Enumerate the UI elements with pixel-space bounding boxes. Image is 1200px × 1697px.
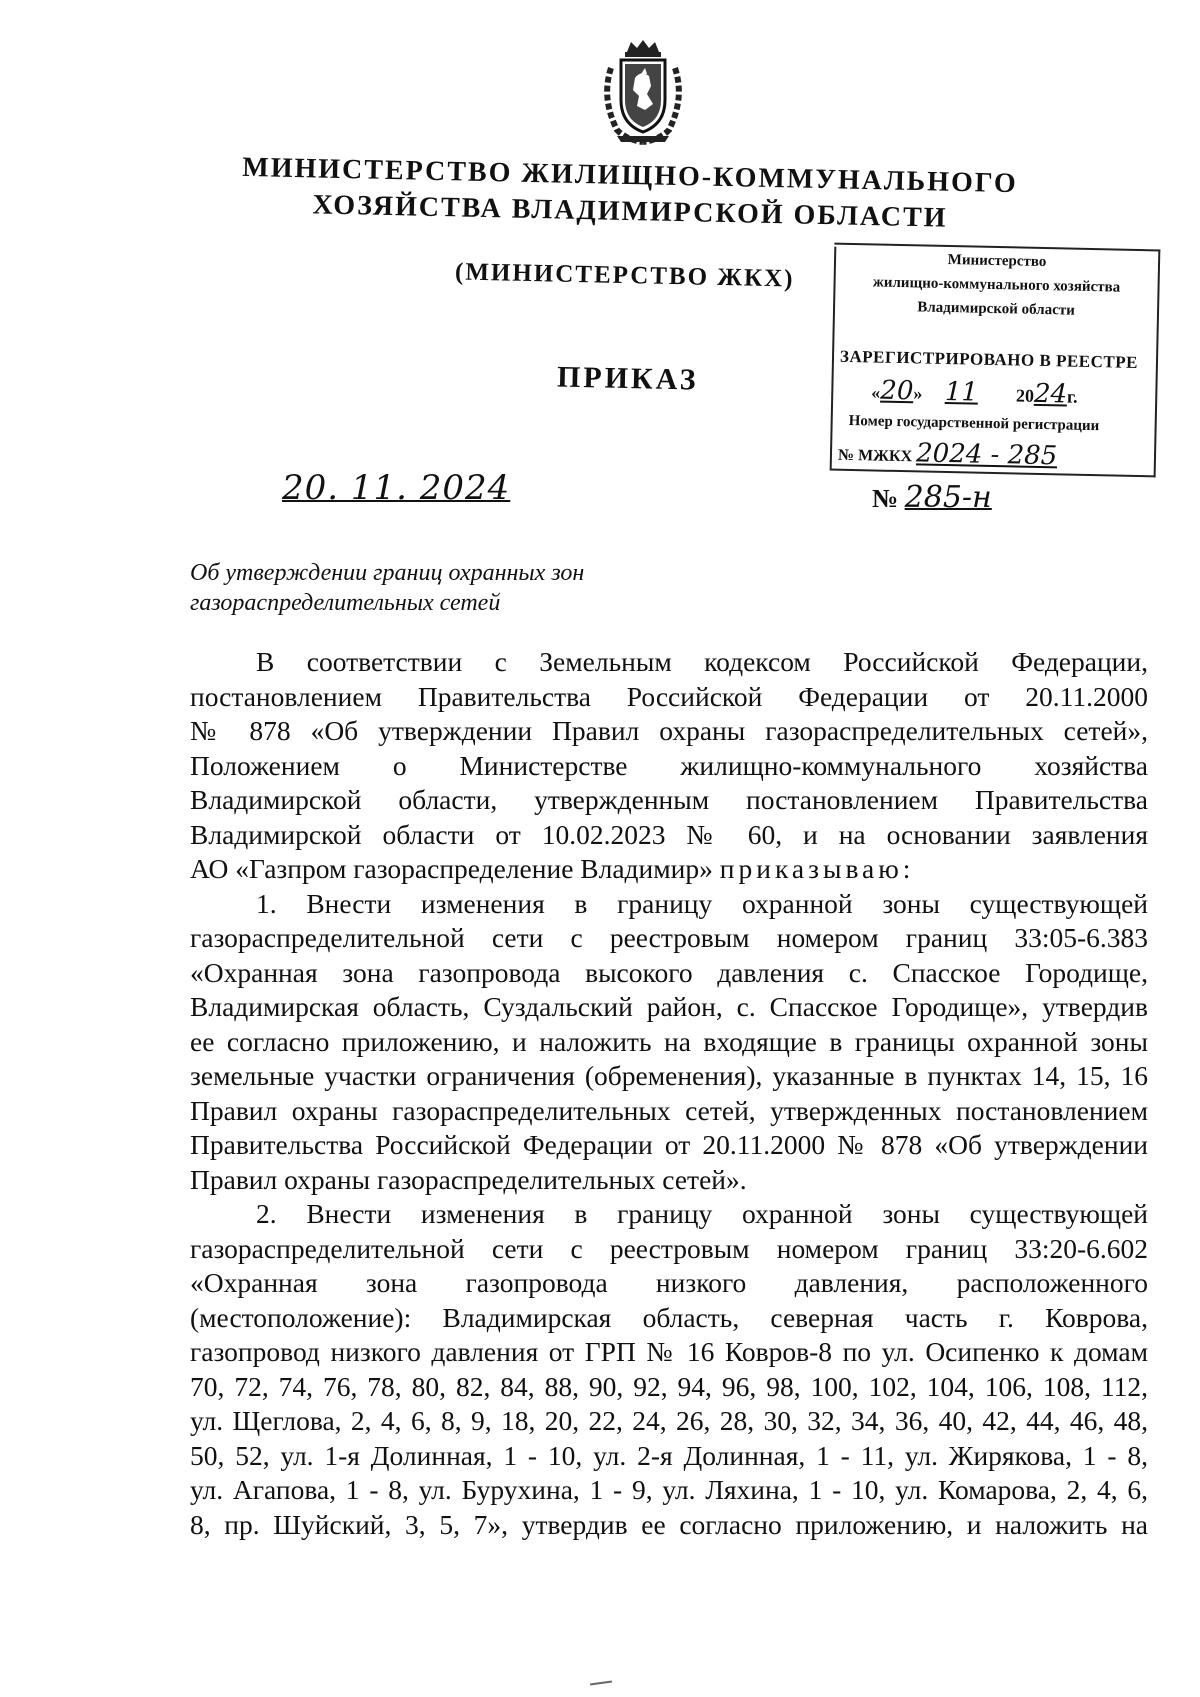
scan-mark	[590, 1680, 612, 1685]
body-line: ул. Щеглова, 2, 4, 6, 8, 9, 18, 20, 22, 24, 26, 28, 30, 32, 34, 36, 40, 42, 44, 46, 48,	[190, 1405, 1148, 1436]
subject-line-1: Об утверждении границ охранных зон	[190, 560, 585, 586]
body-line: Положением о Министерстве жилищно-коммунального хозяйства	[190, 749, 1148, 781]
ministry-short-name: (МИНИСТЕРСТВО ЖКХ)	[454, 258, 795, 293]
body-line: Владимирской области, утвержденным постановлением Правительства	[190, 784, 1148, 815]
order-number	[872, 480, 992, 515]
stamp-date-close-quote: »	[913, 383, 923, 404]
body-line: Правил охраны газораспределительных сетей».	[190, 1163, 747, 1195]
subject-line-2: газораспределительных сетей	[190, 590, 501, 616]
body-line: ул. Агапова, 1 - 8, ул. Бурухина, 1 - 9, ул. Ляхина, 1 - 10, ул. Комарова, 2, 4, 6,	[190, 1474, 1148, 1505]
registration-stamp	[830, 243, 1161, 478]
stamp-date-year-end: г.	[1066, 386, 1078, 407]
body-line: (местоположение): Владимирская область, северная часть г. Коврова,	[190, 1301, 1148, 1333]
stamp-date-year-suffix: 24	[1033, 378, 1068, 410]
stamp-registration-date	[871, 375, 1078, 409]
order-date-handwritten: 20. 11. 2024	[282, 468, 511, 508]
body-line-item-1: 1. Внести изменения в границу охранной зоны существующей	[256, 887, 1148, 919]
stamp-date-day: 20	[880, 375, 914, 407]
body-line: постановлением Правительства Российской Федерации от 20.11.2000	[190, 680, 1148, 712]
stamp-date-year-prefix: 20	[1015, 385, 1035, 406]
body-line-decree-word: приказываю:	[719, 853, 915, 884]
stamp-line-1: Министерство	[947, 251, 1047, 271]
body-line: 50, 52, ул. 1-я Долинная, 1 - 10, ул. 2-я Долинная, 1 - 11, ул. Жирякова, 1 - 8,	[190, 1439, 1148, 1471]
coat-of-arms-emblem	[597, 38, 689, 146]
stamp-line-3: Владимирской области	[917, 299, 1075, 319]
stamp-reg-number	[838, 437, 1058, 472]
body-line: Правительства Российской Федерации от 20.11.2000 № 878 «Об утверждении	[190, 1129, 1148, 1160]
body-line: Владимирская область, Суздальский район, с. Спасское Городище», утвердив	[190, 991, 1148, 1022]
body-line: № 878 «Об утверждении Правил охраны газораспределительных сетей»,	[190, 715, 1148, 746]
body-line-decree	[190, 852, 1148, 887]
body-line: 8, пр. Шуйский, 3, 5, 7», утвердив ее согласно приложению, и наложить на	[190, 1508, 1148, 1540]
body-line: Правил охраны газораспределительных сетей, утвержденных постановлением	[190, 1094, 1148, 1126]
body-line: газораспределительной сети с реестровым номером границ 33:05-6.383	[190, 922, 1148, 953]
body-line: ее согласно приложению, и наложить на входящие в границы охранной зоны	[190, 1025, 1148, 1057]
ministry-name-line-2: ХОЗЯЙСТВА ВЛАДИМИРСКОЙ ОБЛАСТИ	[312, 189, 948, 234]
body-line-item-2: 2. Внести изменения в границу охранной зоны существующей	[256, 1198, 1148, 1229]
body-line-decree-lead: АО «Газпром газораспределение Владимир»	[190, 853, 713, 884]
body-line: «Охранная зона газопровода низкого давления, расположенного	[190, 1267, 1148, 1298]
stamp-date-month: 11	[944, 376, 979, 408]
order-body	[190, 645, 1148, 1542]
stamp-border-left	[830, 247, 837, 469]
body-line: газопровод низкого давления от ГРП № 16 Ковров-8 по ул. Осипенко к домам	[190, 1336, 1148, 1367]
body-line: Владимирской области от 10.02.2023 № 60, и на основании заявления	[190, 818, 1148, 850]
body-line: земельные участки ограничения (обременения), указанные в пунктах 14, 15, 16	[190, 1060, 1148, 1091]
stamp-reg-number-handwritten: 2024 - 285	[915, 438, 1058, 472]
ministry-name-line-1: МИНИСТЕРСТВО ЖИЛИЩНО-КОММУНАЛЬНОГО	[242, 151, 1019, 200]
order-number-label: №	[872, 484, 899, 513]
body-line: В соответствии с Земельным кодексом Российской Федерации,	[256, 646, 1148, 677]
stamp-reg-prefix: № МЖКХ	[837, 446, 913, 466]
document-type-title: ПРИКАЗ	[556, 360, 699, 397]
stamp-reg-number-label: Номер государственной регистрации	[848, 412, 1100, 435]
stamp-line-2: жилищно-коммунального хозяйства	[872, 274, 1121, 296]
stamp-date-open-quote: «	[871, 382, 881, 403]
order-number-handwritten: 285-н	[904, 480, 992, 515]
body-line: газораспределительной сети с реестровым номером границ 33:20-6.602	[190, 1232, 1148, 1264]
body-line: 70, 72, 74, 76, 78, 80, 82, 84, 88, 90, 92, 94, 96, 98, 100, 102, 104, 106, 108, 112,	[190, 1370, 1148, 1402]
stamp-registered-label: ЗАРЕГИСТРИРОВАНО В РЕЕСТРЕ	[839, 346, 1139, 372]
order-subject	[190, 558, 690, 618]
body-line: «Охранная зона газопровода высокого давления с. Спасское Городище,	[190, 956, 1148, 988]
